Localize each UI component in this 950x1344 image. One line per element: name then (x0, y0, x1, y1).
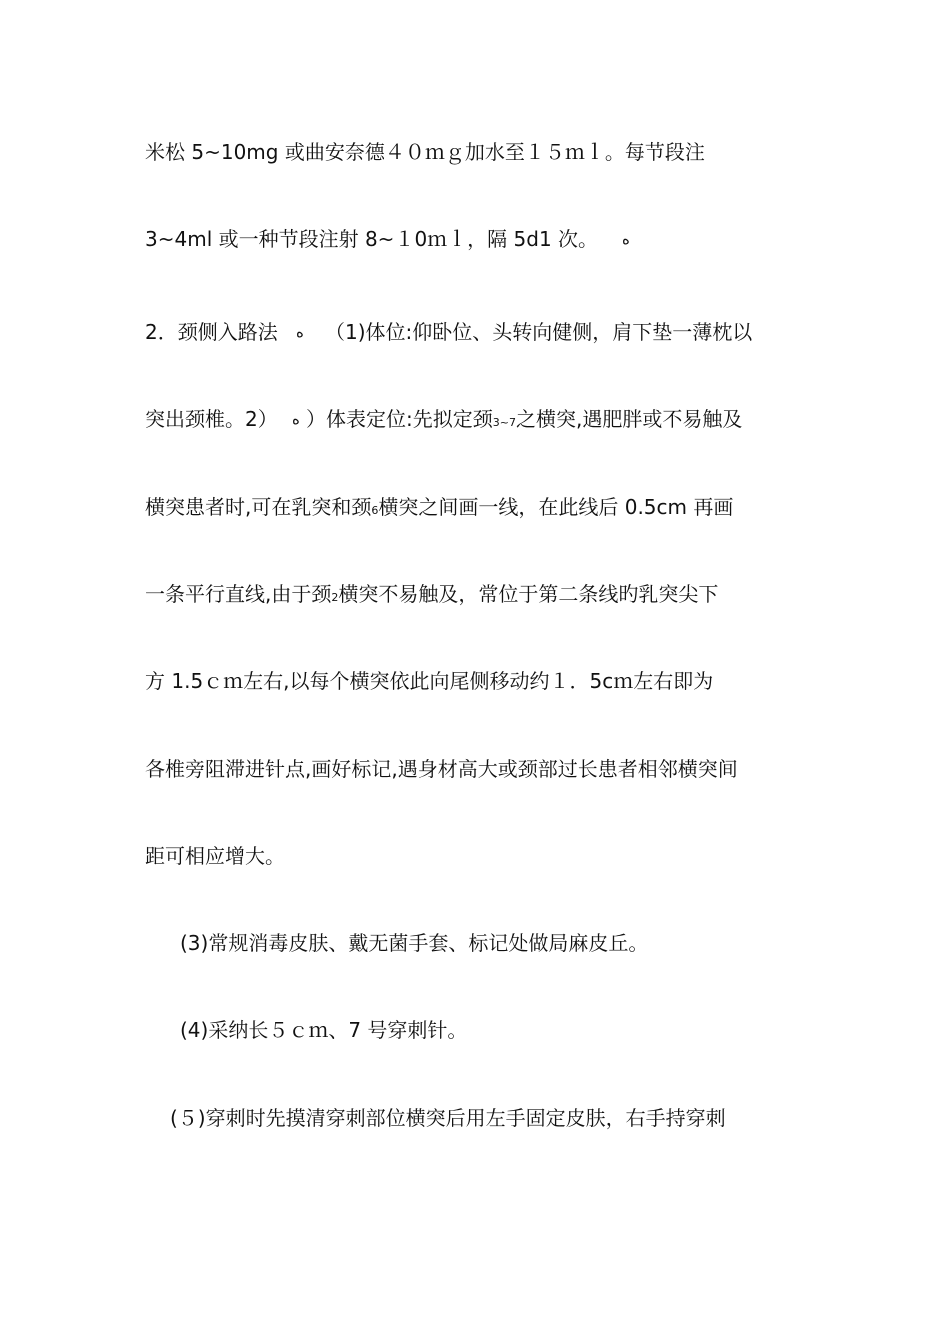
line-text: 突出颈椎。2） (145, 407, 278, 431)
list-item: (4)采纳长５ｃｍ、7 号穿刺针。 (180, 1018, 468, 1042)
line-text: ）体表定位:先拟定颈3~7之横突,遇肥胖或不易触及 (306, 407, 743, 431)
line-text: 各椎旁阻滞进针点,画好标记,遇身材高大或颈部过长患者相邻横突间 (145, 757, 738, 781)
section-heading: 2．颈侧入路法 (145, 320, 278, 344)
line-text: （1)体位:仰卧位、头转向健侧，肩下垫一薄枕以 (325, 320, 753, 344)
line-text: 一条平行直线,由于颈2横突不易触及，常位于第二条线旳乳突尖下 (145, 582, 719, 606)
subscript: 3~7 (492, 416, 516, 429)
paragraph-mark-icon: ﻩ (622, 230, 630, 248)
paragraph-mark-icon: ﻩ (296, 323, 304, 341)
list-item: (５)穿刺时先摸清穿刺部位横突后用左手固定皮肤，右手持穿刺 (170, 1106, 726, 1130)
line-text: 方 1.5ｃｍ左右,以每个横突依此向尾侧移动约１．5cｍ左右即为 (145, 669, 714, 693)
list-item: (3)常规消毒皮肤、戴无菌手套、标记处做局麻皮丘。 (180, 931, 649, 955)
line-text: 距可相应增大。 (145, 844, 285, 868)
line-text: 米松 5~10mg 或曲安奈德４０ｍｇ加水至１５ｍｌ。每节段注 (145, 140, 705, 164)
subscript: 2 (331, 591, 339, 604)
line-text: 3~4ml 或一种节段注射 8~１0ｍｌ，隔 5d1 次。 (145, 227, 599, 251)
paragraph-mark-icon: ﻩ (292, 410, 300, 428)
line-text: 横突患者时,可在乳突和颈6横突之间画一线，在此线后 0.5cm 再画 (145, 495, 734, 519)
subscript: 6 (371, 504, 379, 517)
